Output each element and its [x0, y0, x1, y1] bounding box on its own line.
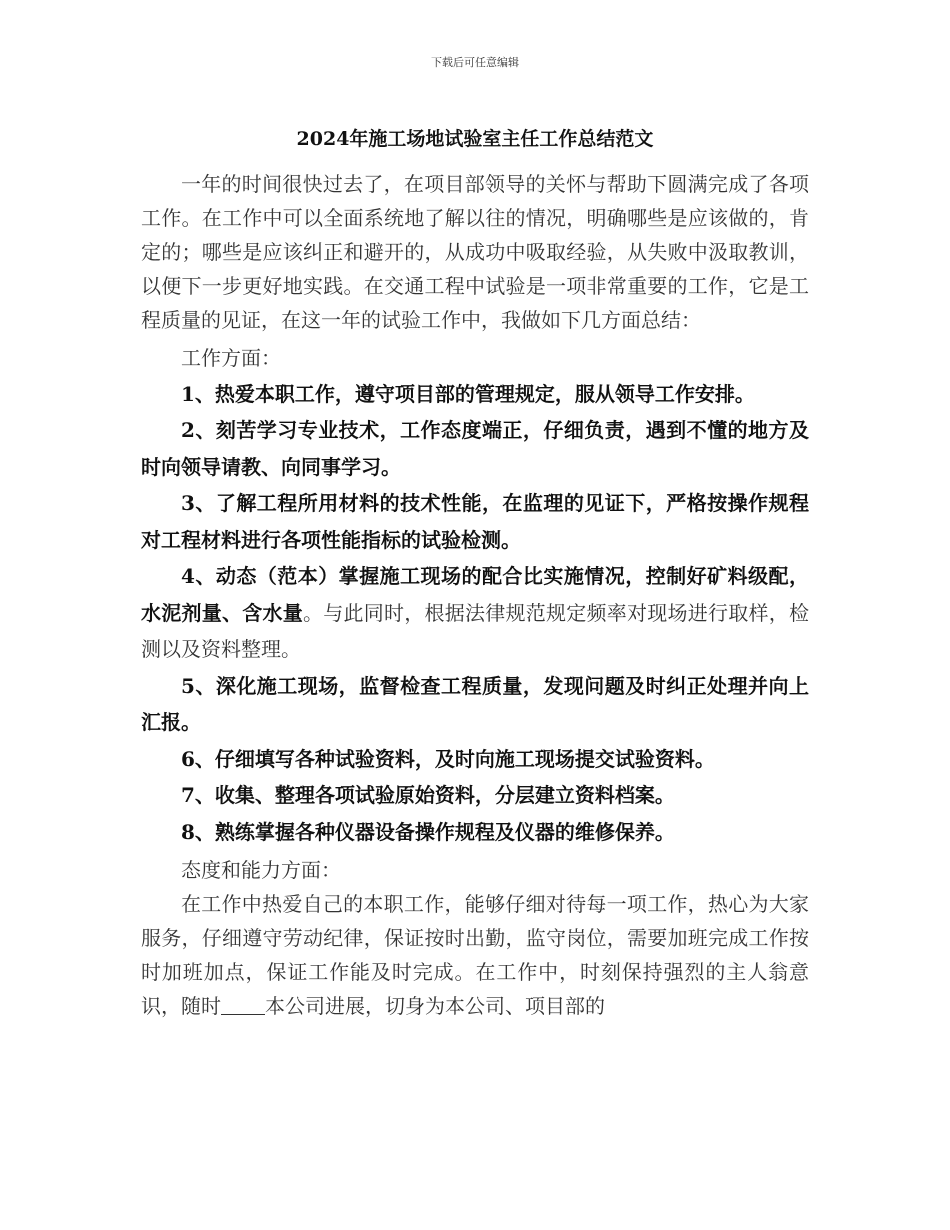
work-item-4-bold: 4、动态（范本）掌握施工现场的配合比实施情况，控制好矿料级配，水泥剂量、含水量 — [141, 564, 809, 625]
work-item-5: 5、深化施工现场，监督检查工程质量，发现问题及时纠正处理并向上汇报。 — [141, 673, 809, 735]
section-heading-attitude: 态度和能力方面： — [181, 858, 341, 883]
attitude-paragraph — [141, 888, 809, 1024]
work-item-1: 1、热爱本职工作，遵守项目部的管理规定，服从领导工作安排。 — [181, 381, 755, 406]
attitude-text-part2: 本公司进展，切身为本公司、项目部的 — [265, 993, 605, 1018]
work-item-7: 7、收集、整理各项试验原始资料，分层建立资料档案。 — [181, 783, 675, 808]
work-item-8: 8、熟练掌握各种仪器设备操作规程及仪器的维修保养。 — [181, 819, 675, 844]
work-item-4 — [141, 558, 809, 668]
document-title: 2024年施工场地试验室主任工作总结范文 — [296, 128, 654, 150]
work-item-2: 2、刻苦学习专业技术，工作态度端正，仔细负责，遇到不懂的地方及时向领导请教、向同事学习。 — [141, 418, 809, 479]
attitude-text-part1: 在工作中热爱自己的本职工作，能够仔细对待每一项工作，热心为大家服务，仔细遵守劳动纪律，保证按时出勤，监守岗位，需要加班完成工作按时加班加点，保证工作能及时完成。在工作中，时刻保持强烈的主人翁意识，随时 — [141, 892, 809, 1018]
work-item-6: 6、仔细填写各种试验资料，及时向施工现场提交试验资料。 — [181, 746, 715, 771]
header-note: 下载后可任意编辑 — [431, 56, 519, 69]
work-item-3: 3、了解工程所用材料的技术性能，在监理的见证下，严格按操作规程对工程材料进行各项性能指标的试验检测。 — [141, 491, 809, 552]
section-heading-work: 工作方面： — [181, 345, 281, 370]
intro-paragraph: 一年的时间很快过去了，在项目部领导的关怀与帮助下圆满完成了各项工作。在工作中可以全面系统地了解以往的情况，明确哪些是应该做的，肯定的；哪些是应该纠正和避开的，从成功中吸取经验，从失败中汲取教训，以便下一步更好地实践。在交通工程中试验是一项非常重要的工作，它是工程质量的见证，在这一年的试验工作中，我做如下几方面总结： — [141, 172, 809, 332]
document-body — [141, 168, 809, 1024]
work-item-4-normal: 。与此同时，根据法律规范规定频率对现场进行取样，检测以及资料整理。 — [141, 600, 809, 662]
fill-in-blank — [221, 994, 265, 1015]
